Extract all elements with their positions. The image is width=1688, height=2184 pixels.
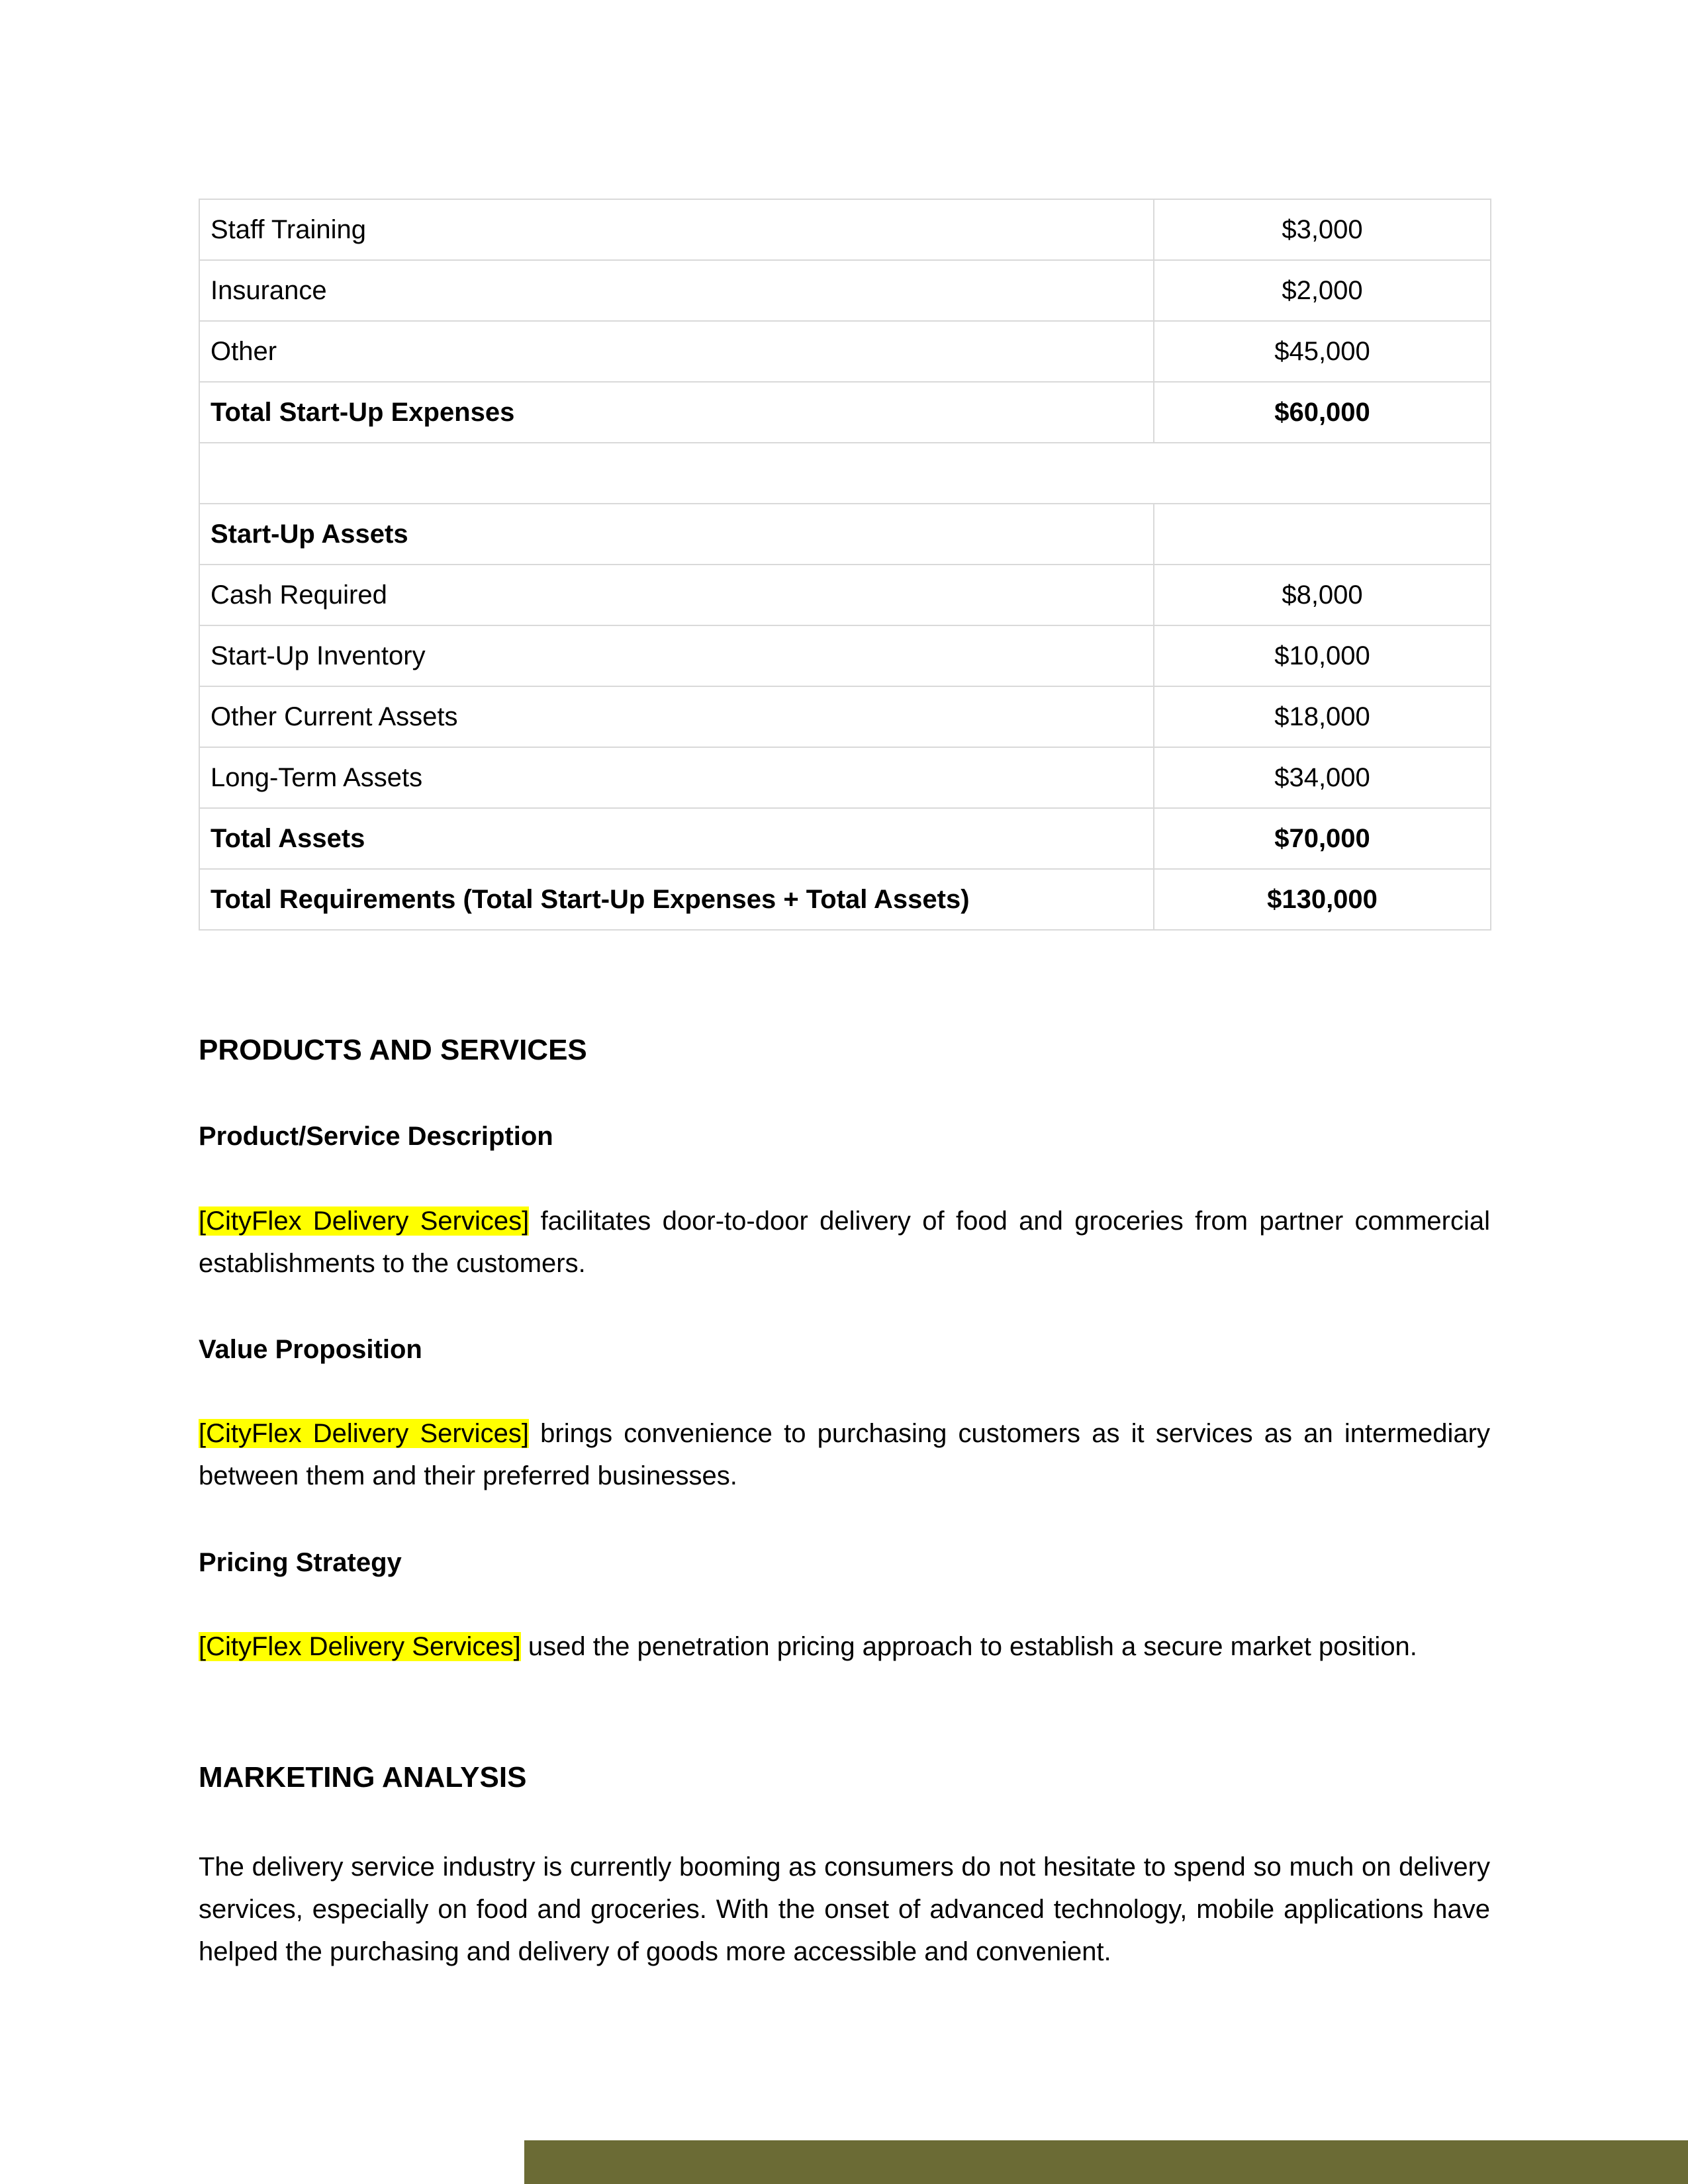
spacer-cell	[199, 443, 1491, 504]
table-row	[199, 321, 1491, 382]
row-label: Start-Up Assets	[199, 504, 1154, 565]
row-amount: $18,000	[1154, 686, 1491, 747]
company-name-highlight: [CityFlex Delivery Services]	[199, 1419, 529, 1448]
table-spacer-row	[199, 443, 1491, 504]
marketing-analysis-paragraph: The delivery service industry is currently booming as consumers do not hesitate to spend so much on delivery services, especially on food and groceries. With the onset of advanced technology, mobile applications have helped the purchasing and delivery of goods more accessible and convenient.	[199, 1852, 1490, 1966]
row-label: Total Requirements (Total Start-Up Expenses + Total Assets)	[199, 869, 1154, 930]
row-amount: $70,000	[1154, 808, 1491, 869]
document-page	[199, 199, 1490, 1966]
table-row	[199, 686, 1491, 747]
table-row-assets-header	[199, 504, 1491, 565]
row-label: Insurance	[199, 260, 1154, 321]
table-row	[199, 199, 1491, 260]
row-label: Total Assets	[199, 808, 1154, 869]
row-label: Long-Term Assets	[199, 747, 1154, 808]
pricing-strategy-heading: Pricing Strategy	[199, 1548, 402, 1577]
product-description-text: facilitates door-to-door delivery of food and groceries from partner commercial establishments to the customers.	[199, 1206, 1490, 1278]
table-row	[199, 260, 1491, 321]
products-services-heading: PRODUCTS AND SERVICES	[199, 1034, 587, 1066]
value-proposition-heading: Value Proposition	[199, 1335, 422, 1364]
pricing-strategy-text: used the penetration pricing approach to establish a secure market position.	[528, 1632, 1417, 1661]
row-label: Start-Up Inventory	[199, 625, 1154, 686]
row-amount: $3,000	[1154, 199, 1491, 260]
table-row	[199, 565, 1491, 625]
row-amount: $2,000	[1154, 260, 1491, 321]
value-proposition-text: brings convenience to purchasing customers as it services as an intermediary between them and their preferred businesses.	[199, 1419, 1490, 1490]
company-name-highlight: [CityFlex Delivery Services]	[199, 1206, 530, 1236]
table-row-total-expenses	[199, 382, 1491, 443]
row-label: Other	[199, 321, 1154, 382]
row-amount: $45,000	[1154, 321, 1491, 382]
row-amount: $130,000	[1154, 869, 1491, 930]
footer-accent-bar	[524, 2140, 1688, 2184]
startup-financials-table	[199, 199, 1491, 931]
row-label: Staff Training	[199, 199, 1154, 260]
product-description-paragraph	[199, 1200, 1490, 1285]
marketing-analysis-heading: MARKETING ANALYSIS	[199, 1761, 527, 1794]
company-name-highlight: [CityFlex Delivery Services]	[199, 1632, 521, 1661]
pricing-strategy-paragraph	[199, 1625, 1490, 1668]
row-amount	[1154, 504, 1491, 565]
row-amount: $34,000	[1154, 747, 1491, 808]
row-amount: $10,000	[1154, 625, 1491, 686]
row-label: Cash Required	[199, 565, 1154, 625]
row-label: Other Current Assets	[199, 686, 1154, 747]
row-label: Total Start-Up Expenses	[199, 382, 1154, 443]
product-description-heading: Product/Service Description	[199, 1122, 553, 1151]
row-amount: $8,000	[1154, 565, 1491, 625]
table-row	[199, 747, 1491, 808]
table-row-total-assets	[199, 808, 1491, 869]
value-proposition-paragraph	[199, 1412, 1490, 1497]
row-amount: $60,000	[1154, 382, 1491, 443]
table-row	[199, 625, 1491, 686]
table-row-total-requirements	[199, 869, 1491, 930]
